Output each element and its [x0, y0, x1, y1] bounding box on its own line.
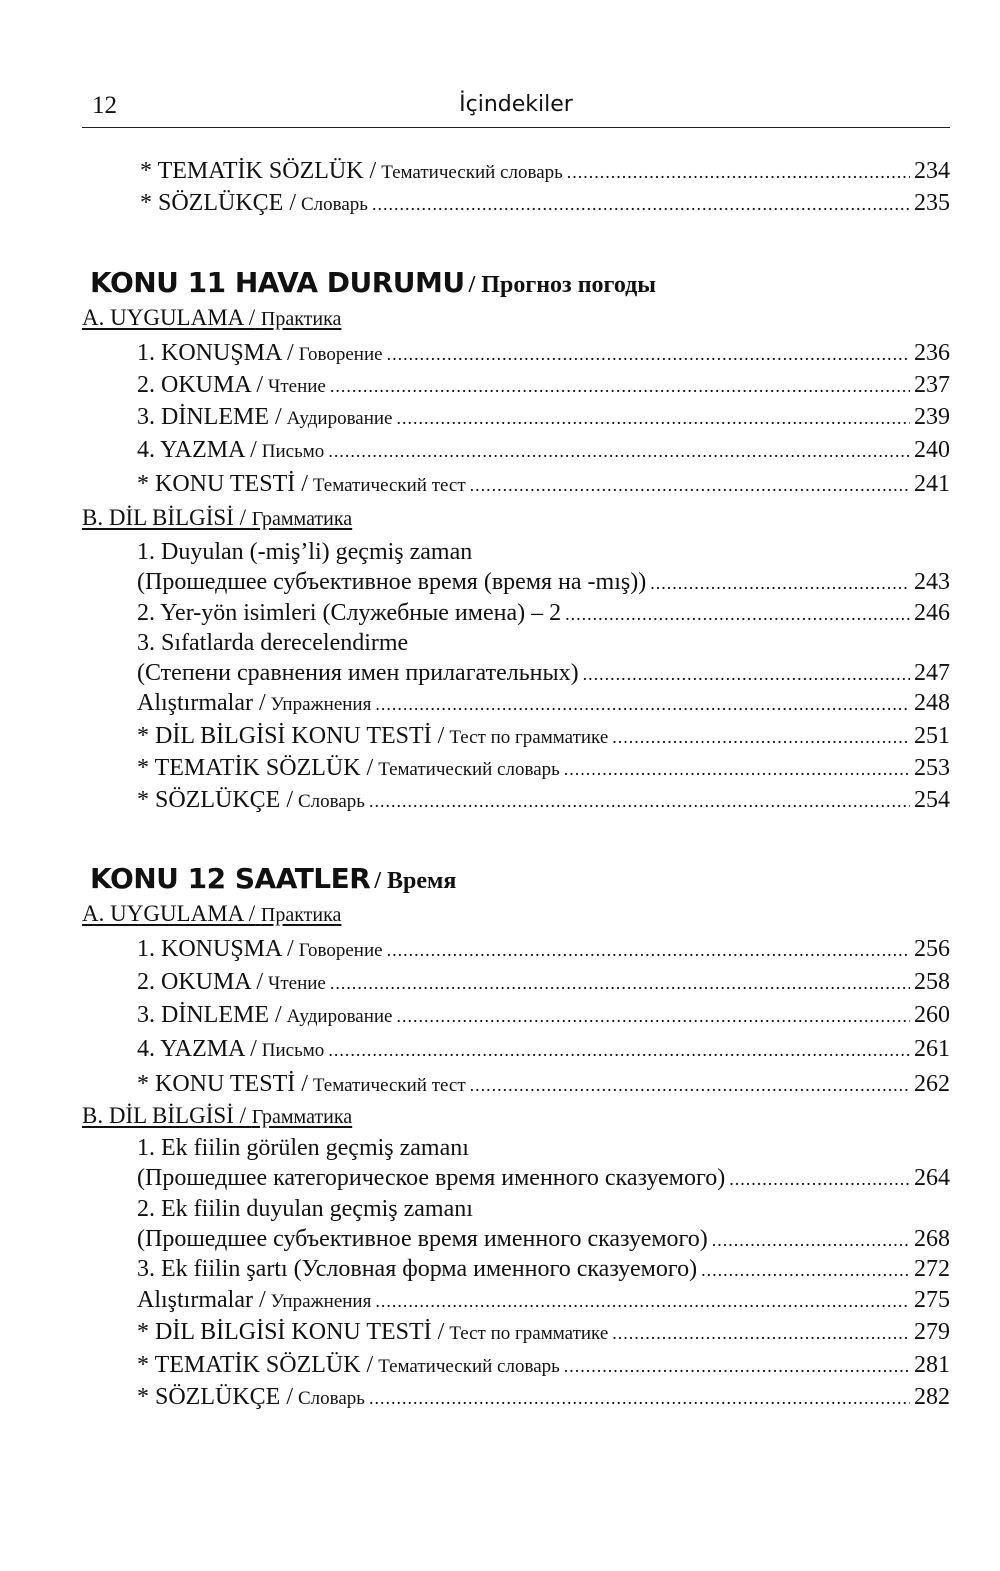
toc-entry — [137, 784, 950, 816]
toc-entry — [137, 1162, 950, 1194]
entry-page-number: 262 — [914, 1071, 950, 1097]
entry-label: * TEMATİK SÖZLÜK / — [137, 1352, 374, 1378]
toc-entry — [137, 1033, 950, 1065]
entry-label: 1. KONUŞMA / — [137, 936, 294, 962]
toc-entry — [137, 933, 950, 965]
entry-label: * TEMATİK SÖZLÜK / — [137, 755, 374, 781]
toc-entry — [137, 1349, 950, 1381]
entry-page-number: 237 — [914, 372, 950, 398]
entry-page-number: 248 — [914, 690, 950, 716]
entry-label: 3. DİNLEME / — [137, 1002, 282, 1028]
entry-page-number: 243 — [914, 569, 950, 595]
section-label: B. DİL BİLGİSİ / — [82, 505, 246, 530]
entry-page-number: 246 — [914, 600, 950, 626]
entry-page-number: 241 — [914, 471, 950, 497]
section-heading — [82, 505, 352, 531]
leader-dots — [470, 468, 910, 501]
toc-entry — [137, 566, 950, 598]
toc-entry — [137, 687, 950, 719]
toc-entry — [137, 597, 950, 629]
entry-label: Alıştırmalar / — [137, 1287, 266, 1313]
leader-dots — [701, 1253, 910, 1286]
entry-russian: Словарь — [298, 791, 365, 812]
entry-russian: Упражнения — [270, 1291, 372, 1312]
section-label-russian: Грамматика — [251, 508, 353, 530]
toc-entry — [137, 468, 950, 500]
chapter-title-russian: / Прогноз погоды — [468, 272, 657, 298]
toc-entry-line: 3. Sıfatlarda derecelendirme — [137, 630, 409, 656]
entry-label: (Прошедшее категорическое время именного сказуемого) — [137, 1165, 726, 1191]
entry-label: * KONU TESTİ / — [137, 471, 308, 497]
entry-label: * SÖZLÜKÇE / — [140, 190, 296, 216]
leader-dots — [330, 369, 910, 402]
entry-russian: Аудирование — [286, 408, 393, 429]
leader-dots — [397, 401, 911, 434]
leader-dots — [612, 1316, 910, 1349]
entry-label: 3. Ek fiilin şartı (Условная форма именного сказуемого) — [137, 1256, 698, 1282]
entry-label: 3. DİNLEME / — [137, 404, 282, 430]
entry-page-number: 281 — [914, 1352, 950, 1378]
toc-entry — [140, 187, 950, 219]
entry-page-number: 235 — [914, 190, 950, 216]
toc-entry — [137, 1068, 950, 1100]
leader-dots — [369, 784, 910, 817]
entry-russian: Аудирование — [286, 1006, 393, 1027]
leader-dots — [328, 1033, 910, 1066]
entry-page-number: 239 — [914, 404, 950, 430]
leader-dots — [470, 1068, 910, 1101]
entry-russian: Письмо — [261, 441, 325, 462]
entry-page-number: 264 — [914, 1165, 950, 1191]
leader-dots — [328, 434, 910, 467]
toc-entry — [137, 401, 950, 433]
entry-page-number: 247 — [914, 660, 950, 686]
entry-russian: Тематический словарь — [378, 759, 560, 780]
entry-russian: Тест по грамматике — [449, 1323, 609, 1344]
entry-label: * DİL BİLGİSİ KONU TESTİ / — [137, 723, 445, 749]
leader-dots — [564, 752, 910, 785]
entry-page-number: 268 — [914, 1226, 950, 1252]
entry-russian: Чтение — [268, 376, 326, 397]
leader-dots — [567, 155, 910, 188]
entry-page-number: 256 — [914, 936, 950, 962]
leader-dots — [387, 933, 910, 966]
entry-label: * DİL BİLGİSİ KONU TESTİ / — [137, 1319, 445, 1345]
section-heading — [82, 1103, 352, 1129]
toc-entry — [137, 1253, 950, 1285]
leader-dots — [729, 1162, 910, 1195]
section-label-russian: Практика — [260, 308, 342, 330]
toc-entry-line: 2. Ek fiilin duyulan geçmiş zamanı — [137, 1196, 473, 1222]
entry-page-number: 234 — [914, 158, 950, 184]
entry-label: * SÖZLÜKÇE / — [137, 1384, 293, 1410]
leader-dots — [397, 999, 911, 1032]
entry-page-number: 240 — [914, 437, 950, 463]
toc-entry — [137, 369, 950, 401]
section-heading — [82, 901, 341, 927]
entry-page-number: 260 — [914, 1002, 950, 1028]
toc-entry — [137, 657, 950, 689]
entry-page-number: 275 — [914, 1287, 950, 1313]
entry-label: * SÖZLÜKÇE / — [137, 787, 293, 813]
entry-russian: Говорение — [298, 940, 383, 961]
page-number: 12 — [92, 92, 117, 119]
chapter-title-russian: / Время — [374, 868, 457, 894]
toc-entry — [137, 434, 950, 466]
entry-page-number: 258 — [914, 969, 950, 995]
toc-entry — [137, 1316, 950, 1348]
entry-label: 4. YAZMA / — [137, 437, 257, 463]
entry-page-number: 251 — [914, 723, 950, 749]
leader-dots — [712, 1223, 910, 1256]
chapter-title: KONU 12 SAATLER — [90, 862, 371, 895]
entry-label: 4. YAZMA / — [137, 1036, 257, 1062]
section-heading — [82, 305, 341, 331]
section-label-russian: Грамматика — [251, 1106, 353, 1128]
entry-page-number: 272 — [914, 1256, 950, 1282]
leader-dots — [372, 187, 910, 220]
entry-russian: Упражнения — [270, 694, 372, 715]
section-label: A. UYGULAMA / — [82, 305, 256, 330]
leader-dots — [650, 566, 910, 599]
toc-entry — [137, 999, 950, 1031]
entry-russian: Словарь — [298, 1388, 365, 1409]
entry-label: (Прошедшее субъективное время именного сказуемого) — [137, 1226, 708, 1252]
entry-label: Alıştırmalar / — [137, 690, 266, 716]
section-label: B. DİL BİLGİSİ / — [82, 1103, 246, 1128]
entry-page-number: 253 — [914, 755, 950, 781]
toc-entry — [137, 1284, 950, 1316]
section-label: A. UYGULAMA / — [82, 901, 256, 926]
toc-entry — [137, 1381, 950, 1413]
toc-entry-line: 1. Ek fiilin görülen geçmiş zamanı — [137, 1135, 469, 1161]
toc-entry — [137, 966, 950, 998]
toc-entry-line: 1. Duyulan (-miş’li) geçmiş zaman — [137, 539, 473, 565]
toc-entry — [137, 337, 950, 369]
leader-dots — [375, 687, 910, 720]
leader-dots — [612, 720, 910, 753]
entry-page-number: 261 — [914, 1036, 950, 1062]
entry-russian: Тематический тест — [312, 1075, 466, 1096]
entry-page-number: 279 — [914, 1319, 950, 1345]
entry-russian: Тематический тест — [312, 475, 466, 496]
entry-label: 2. Yer-yön isimleri (Служебные имена) – 2 — [137, 600, 562, 626]
toc-entry — [137, 720, 950, 752]
chapter-heading — [90, 266, 656, 299]
leader-dots — [583, 657, 910, 690]
entry-label: 2. OKUMA / — [137, 372, 264, 398]
entry-label: (Прошедшее субъективное время (время на -mış)) — [137, 569, 647, 595]
toc-entry — [137, 752, 950, 784]
section-label-russian: Практика — [260, 904, 342, 926]
toc-entry — [137, 1223, 950, 1255]
toc-entry — [140, 155, 950, 187]
entry-label: (Степени сравнения имен прилагательных) — [137, 660, 579, 686]
leader-dots — [565, 597, 910, 630]
entry-russian: Словарь — [301, 194, 368, 215]
leader-dots — [564, 1349, 910, 1382]
leader-dots — [369, 1381, 910, 1414]
entry-label: 2. OKUMA / — [137, 969, 264, 995]
entry-page-number: 282 — [914, 1384, 950, 1410]
leader-dots — [330, 966, 910, 999]
entry-russian: Чтение — [268, 973, 326, 994]
page-title: İçindekiler — [459, 92, 573, 117]
entry-russian: Тест по грамматике — [449, 727, 609, 748]
entry-russian: Тематический словарь — [378, 1356, 560, 1377]
chapter-heading — [90, 862, 456, 895]
entry-label: * KONU TESTİ / — [137, 1071, 308, 1097]
entry-russian: Тематический словарь — [381, 162, 563, 183]
entry-label: 1. KONUŞMA / — [137, 340, 294, 366]
leader-dots — [387, 337, 910, 370]
chapter-title: KONU 11 HAVA DURUMU — [90, 266, 465, 299]
entry-page-number: 236 — [914, 340, 950, 366]
entry-label: * TEMATİK SÖZLÜK / — [140, 158, 377, 184]
entry-page-number: 254 — [914, 787, 950, 813]
entry-russian: Письмо — [261, 1040, 325, 1061]
leader-dots — [375, 1284, 910, 1317]
entry-russian: Говорение — [298, 344, 383, 365]
